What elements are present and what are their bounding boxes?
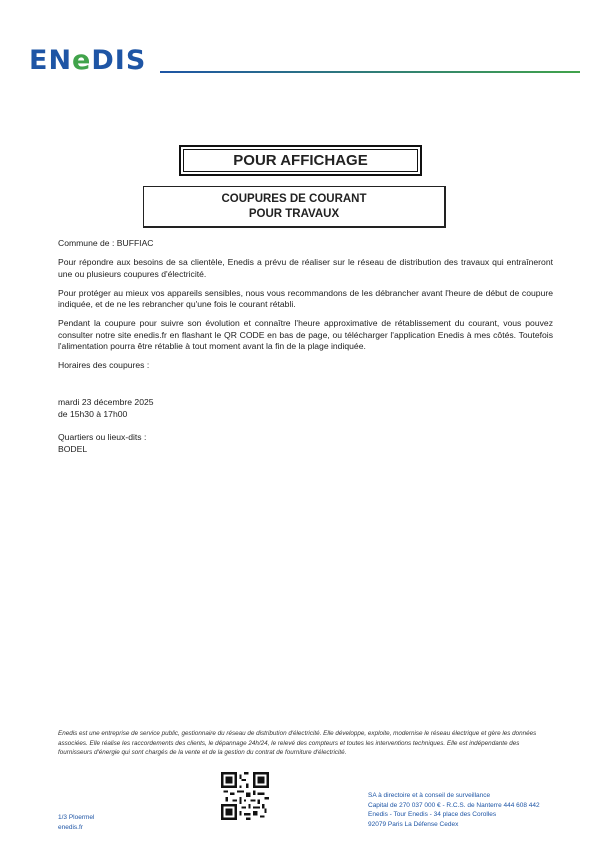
company-address: Enedis - Tour Enedis - 34 place des Corolles — [368, 811, 497, 819]
horaires-label: Horaires des coupures : — [58, 360, 150, 370]
footer-company-info — [368, 791, 540, 829]
footer-page-ref: 1/3 Ploermel — [58, 814, 95, 821]
notice-title-line2: POUR TRAVAUX — [248, 207, 340, 220]
notice-title-line1: COUPURES DE COURANT — [221, 192, 367, 205]
qr-code[interactable] — [220, 771, 270, 821]
quartiers-label: Quartiers ou lieux-dits : — [58, 432, 147, 442]
quartier-name: BODEL — [58, 443, 88, 454]
commune-line: Commune de : BUFFIAC — [58, 238, 154, 248]
legal-notice: Enedis est une entreprise de service public, gestionnaire du réseau de distribution d'électricité. Elle développe, exploite, modernise le réseau électrique et gère les données associées. Elle réalise les raccordements des clients, le dépannage 24h/24, le relevé des compteurs et toutes les interventions techniques. Elle est indépendante des fournisseurs d'énergie qui sont chargés de la vente et de la gestion du contrat de fourniture d'électricité. — [58, 730, 537, 756]
header-divider — [160, 71, 580, 73]
outage-date: mardi 23 décembre 2025 — [58, 397, 154, 407]
footer-website-link[interactable]: enedis.fr — [58, 824, 83, 831]
company-city: 92079 Paris La Défense Cedex — [368, 820, 459, 828]
paragraph-protect: Pour protéger au mieux vos appareils sensibles, nous vous recommandons de les débrancher avant l'heure de début de coupure indiquée, et de ne les rebrancher qu'une fois le courant rétabli. — [58, 287, 553, 309]
notice-title-box — [143, 186, 446, 228]
footer-left — [58, 813, 95, 833]
paragraph-intro: Pour répondre aux besoins de sa clientèle, Enedis a prévu de réaliser sur le réseau de distribution des travaux qui entraîneront une ou plusieurs coupures d'électricité. — [58, 257, 553, 279]
company-legal-form: SA à directoire et à conseil de surveillance — [368, 792, 491, 799]
company-capital: Capital de 270 037 000 € - R.C.S. de Nanterre 444 608 442 — [368, 801, 540, 809]
enedis-logo: ENeDIS — [29, 45, 147, 76]
notice-body — [58, 238, 553, 455]
outage-time: de 15h30 à 17h00 — [58, 408, 128, 419]
paragraph-follow: Pendant la coupure pour suivre son évolution et connaître l'heure approximative de rétablissement du courant, vous pouvez consulter notre site enedis.fr en flashant le QR CODE en bas de page, ou télécharger l'application Enedis à mes côtés. Toutefois l'alimentation pourra être rétablie à tout moment avant la fin de la plage indiquée. — [58, 318, 553, 351]
pour-affichage-banner: POUR AFFICHAGE — [179, 145, 422, 176]
